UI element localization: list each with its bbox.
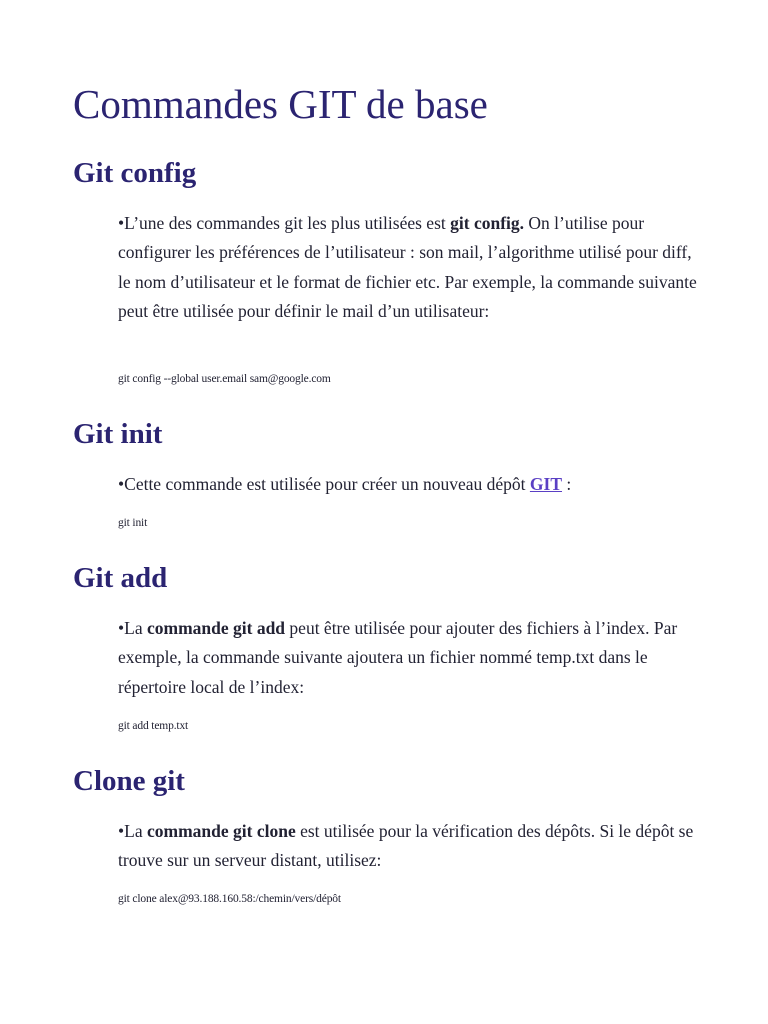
section-heading-clone-git: Clone git bbox=[73, 765, 185, 797]
page-title: Commandes GIT de base bbox=[73, 81, 488, 127]
section-heading-git-init: Git init bbox=[73, 418, 163, 450]
inline-command: commande git add bbox=[146, 618, 286, 638]
bullet: • bbox=[118, 213, 125, 233]
section-paragraph-git-init: •Cette commande est utilisée pour créer un nouveau dépôt GIT : bbox=[118, 474, 572, 494]
section-heading-git-config: Git config bbox=[73, 157, 197, 189]
bullet: • bbox=[118, 474, 125, 494]
bullet: • bbox=[118, 821, 125, 841]
section-paragraph-git-add: •La commande git add peut être utilisée pour ajouter des fichiers à l’index. Par exemple, la commande suivante ajoutera un fichier nommé temp.txt dans le répertoire local de l’index: bbox=[118, 618, 678, 697]
inline-command: git config. bbox=[450, 213, 525, 233]
code-example-clone-git: git clone alex@93.188.160.58:/chemin/vers/dépôt bbox=[118, 893, 341, 905]
inline-command: commande git clone bbox=[146, 821, 296, 841]
code-example-git-init: git init bbox=[118, 517, 148, 529]
git-link[interactable]: GIT bbox=[529, 474, 563, 494]
code-example-git-config: git config --global user.email sam@google.com bbox=[118, 373, 331, 385]
code-example-git-add: git add temp.txt bbox=[118, 720, 189, 732]
bullet: • bbox=[118, 618, 125, 638]
section-paragraph-git-config: •L’une des commandes git les plus utilisées est git config. On l’utilise pour configurer les préférences de l’utilisateur : son mail, l’algorithme utilisé pour diff, le nom d’utilisateur et le format de fichier etc. Par exemple, la commande suivante peut être utilisée pour définir le mail d’un utilisateur: bbox=[118, 213, 697, 321]
section-heading-git-add: Git add bbox=[73, 562, 168, 594]
section-paragraph-clone-git: •La commande git clone est utilisée pour la vérification des dépôts. Si le dépôt se trouve sur un serveur distant, utilisez: bbox=[118, 821, 694, 871]
